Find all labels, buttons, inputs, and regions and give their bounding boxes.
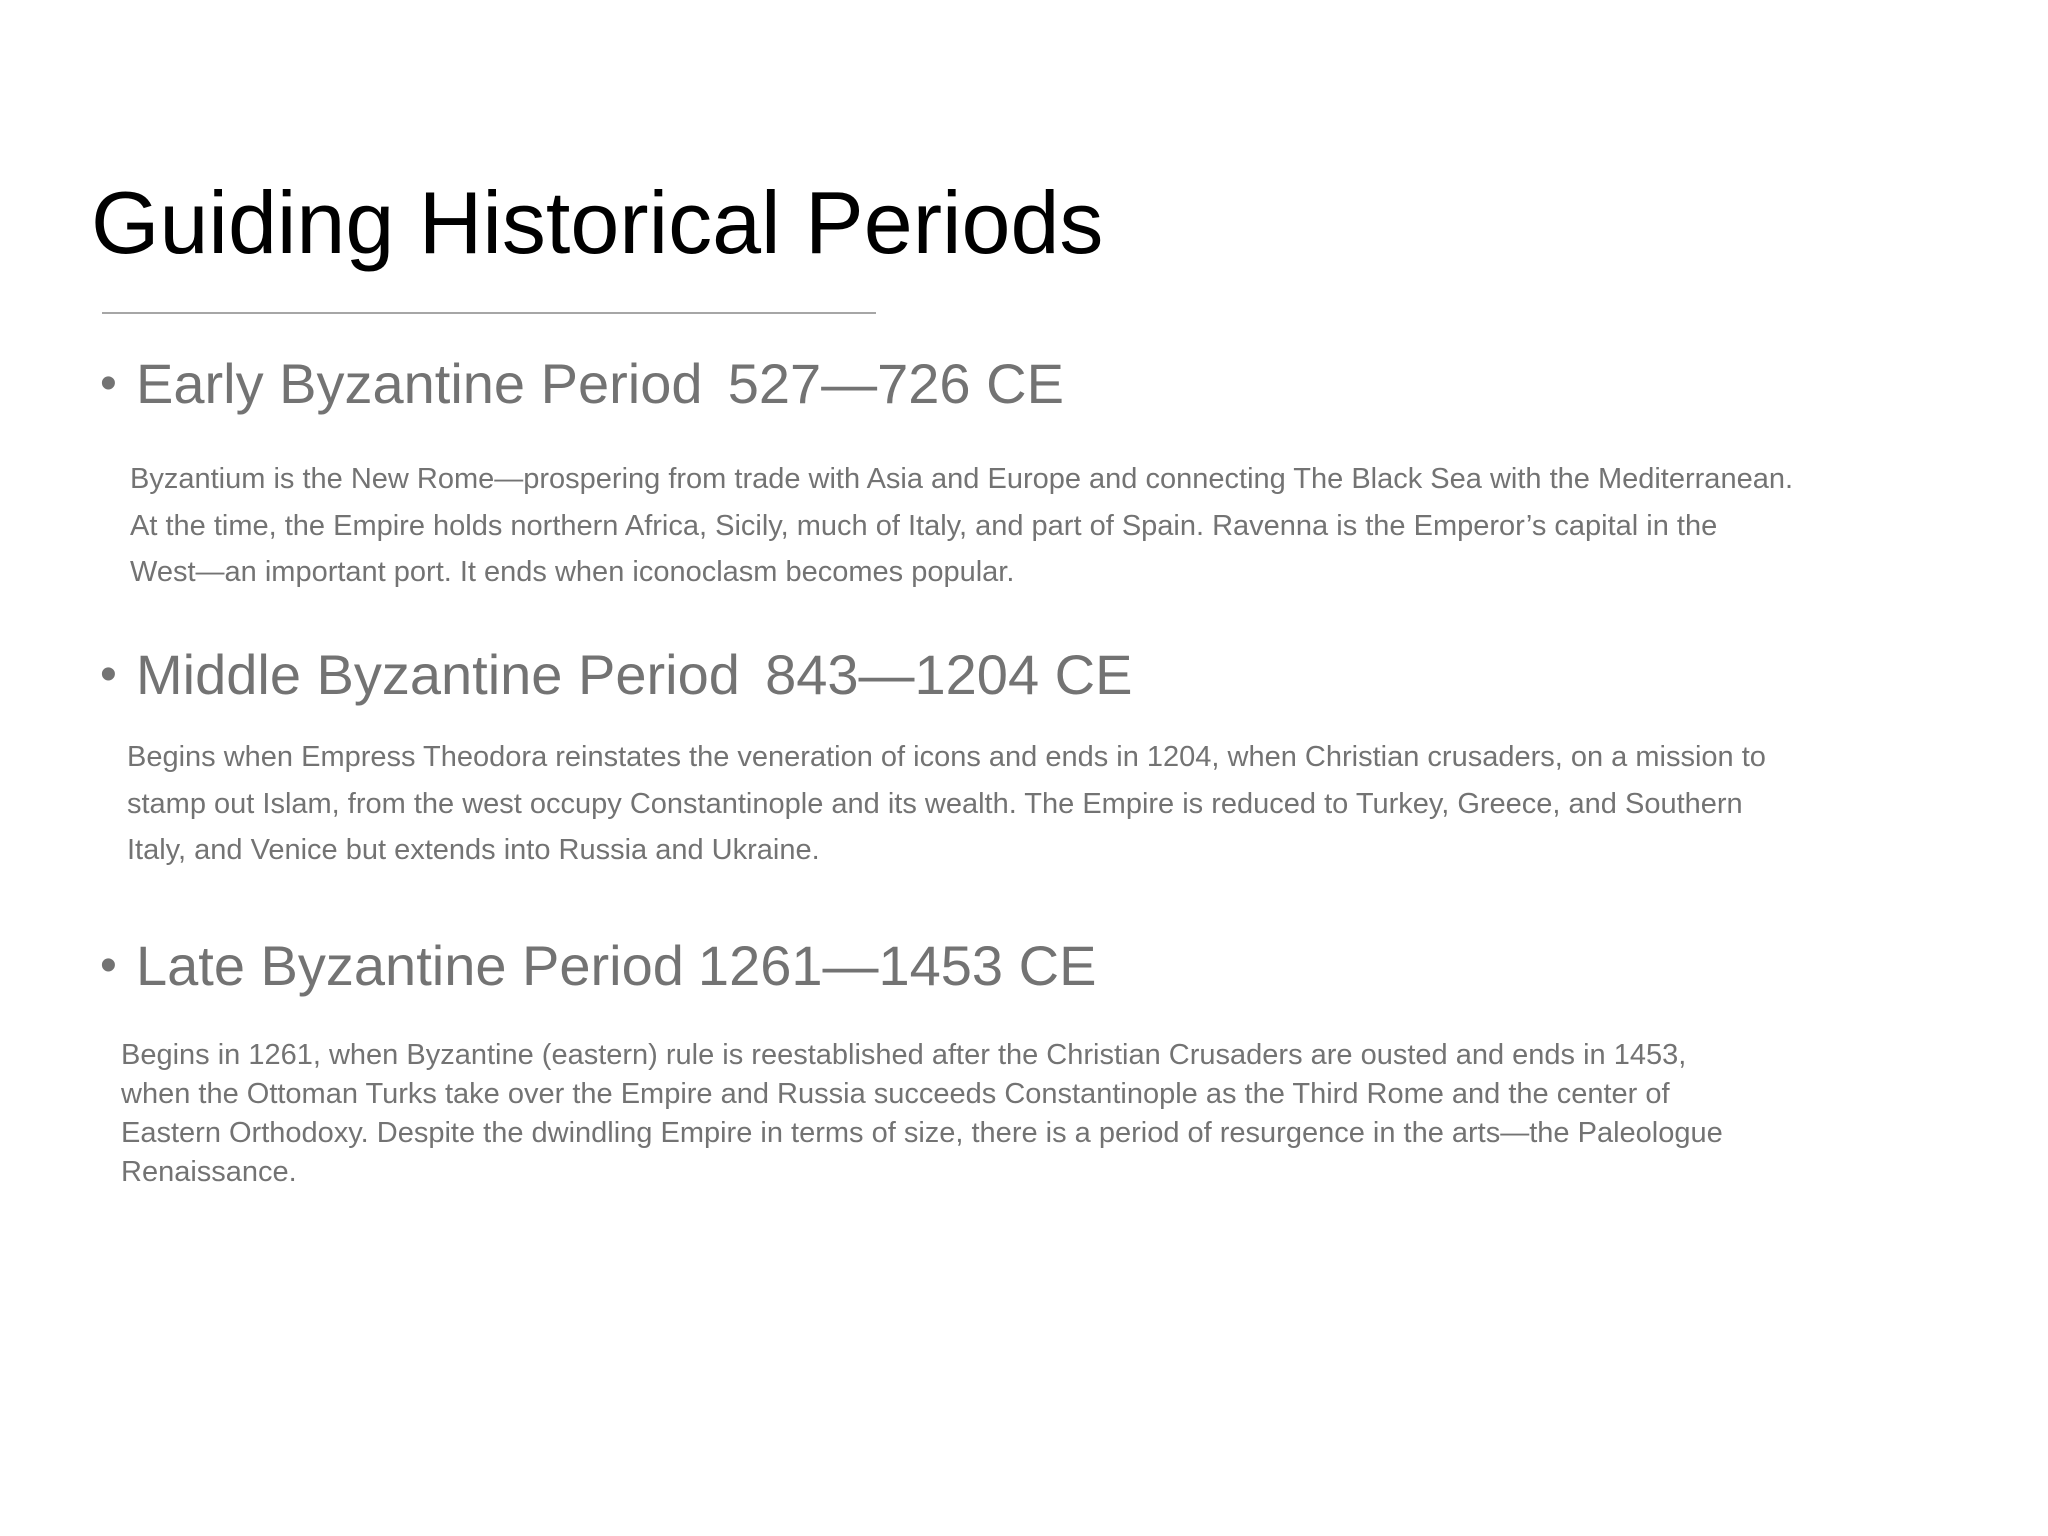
period-heading-middle	[100, 641, 1132, 708]
period-description-early: Byzantium is the New Rome—prospering from trade with Asia and Europe and connecting The Black Sea with the Mediterranean. At the time, the Empire holds northern Africa, Sicily, much of Italy, and part of Spain. Ravenna is the Emperor’s capital in the West—an important port. It ends when iconoclasm becomes popular.	[130, 463, 1794, 588]
period-heading-early	[100, 350, 1064, 417]
bullet-icon: •	[100, 357, 117, 410]
period-dates: 843—1204 CE	[765, 643, 1133, 706]
period-name: Early Byzantine Period	[136, 352, 703, 415]
bullet-icon: •	[100, 648, 117, 701]
period-heading-late	[100, 932, 1096, 999]
period-description-late: Begins in 1261, when Byzantine (eastern) rule is reestablished after the Christian Crusaders are ousted and ends in 1453, when the Ottoman Turks take over the Empire and Russia succeeds Constantinople as the Third Rome and the center of Eastern Orthodoxy. Despite the dwindling Empire in terms of size, there is a period of resurgence in the arts—the Paleologue Renaissance.	[121, 1039, 1723, 1188]
period-name: Middle Byzantine Period	[136, 643, 740, 706]
period-dates: 1261—1453 CE	[697, 934, 1097, 997]
period-description-middle: Begins when Empress Theodora reinstates the veneration of icons and ends in 1204, when Christian crusaders, on a mission to stamp out Islam, from the west occupy Constantinople and its wealth. The Empire is reduced to Turkey, Greece, and Southern Italy, and Venice but extends into Russia and Ukraine.	[127, 741, 1766, 866]
slide-title: Guiding Historical Periods	[91, 173, 1104, 272]
period-name: Late Byzantine Period	[136, 934, 684, 997]
bullet-icon: •	[100, 939, 117, 992]
period-dates: 527—726 CE	[727, 352, 1064, 415]
title-divider	[102, 312, 876, 314]
